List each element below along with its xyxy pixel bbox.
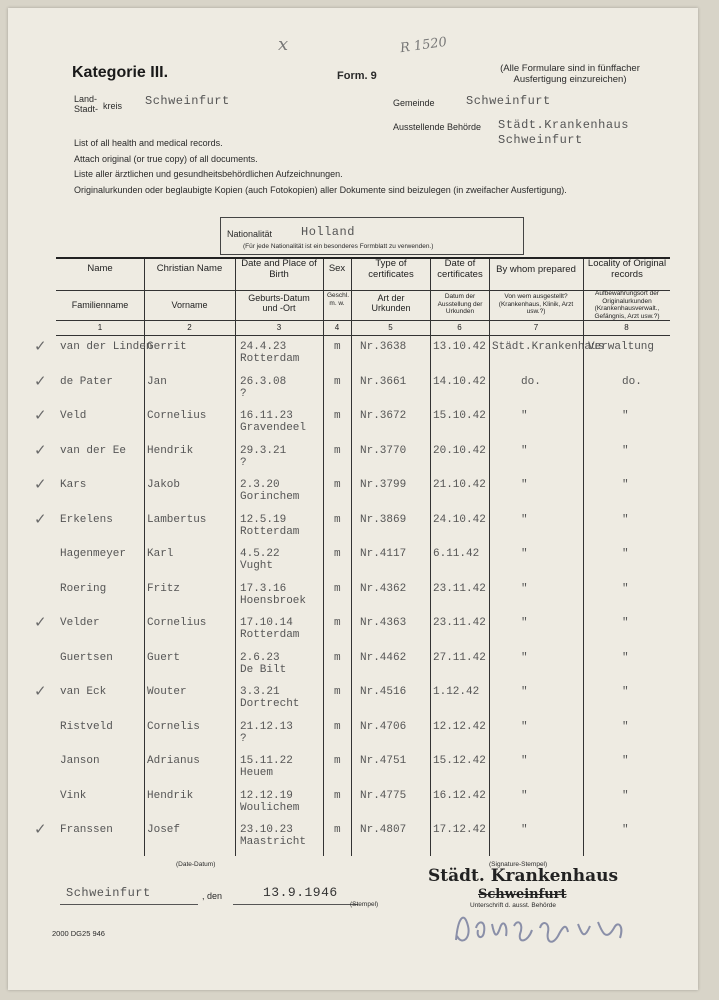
col-number: 1: [97, 323, 103, 332]
cell-sex: m: [334, 514, 341, 526]
cell-loc: ": [622, 548, 629, 560]
col-header-de: Von wem ausgestellt? (Krankenhaus, Klinik, Arzt usw.?): [498, 293, 574, 315]
cell-loc: ": [622, 824, 629, 836]
column-divider: [430, 259, 431, 856]
cell-date: 15.10.42: [433, 410, 486, 422]
cell-date: 23.11.42: [433, 583, 486, 595]
document-page: [8, 8, 698, 990]
cell-date: 1.12.42: [433, 686, 480, 698]
cell-loc: ": [622, 410, 629, 422]
date-underline: [233, 904, 358, 905]
cell-date: 17.12.42: [433, 824, 486, 836]
cell-sex: m: [334, 790, 341, 802]
check-mark: ✓: [34, 682, 47, 700]
behoerde-value-line-2: Schweinfurt: [498, 133, 583, 147]
cell-date: 21.10.42: [433, 479, 486, 491]
cell-by: ": [521, 721, 528, 733]
cell-place: Vught: [240, 560, 274, 572]
cell-cert: Nr.4706: [360, 721, 407, 733]
formulare-note-line-2: Ausfertigung einzureichen): [513, 74, 627, 85]
cell-date: 24.10.42: [433, 514, 486, 526]
cell-cert: Nr.3672: [360, 410, 407, 422]
kreis-label: kreis: [103, 101, 123, 111]
cell-cert: Nr.4775: [360, 790, 407, 802]
cell-date: 13.10.42: [433, 341, 486, 353]
cell-first: Cornelis: [147, 721, 200, 733]
col-header-de: Aufbewahrungsort der Originalurkunden (Krankenhausverwalt., Gefängnis, Arzt usw.?): [594, 290, 660, 320]
check-mark: ✓: [34, 441, 47, 459]
cell-name: Roering: [60, 583, 107, 595]
cell-name: van der Ee: [60, 445, 127, 457]
cell-dob: 4.5.22: [240, 548, 280, 560]
col-header-en: Christian Name: [156, 263, 223, 274]
col-number: 6: [457, 323, 462, 332]
instruction-line: Liste aller ärztlichen und gesundheitsbehördlichen Aufzeichnungen.: [74, 169, 343, 179]
place-underline: [60, 904, 198, 905]
cell-by: ": [521, 790, 528, 802]
cell-date: 16.12.42: [433, 790, 486, 802]
check-mark: ✓: [34, 510, 47, 528]
cell-loc: ": [622, 755, 629, 767]
col-header-en: Date of certificates: [437, 258, 483, 280]
col-header-de: Art der Urkunden: [371, 293, 411, 313]
cell-loc: ": [622, 583, 629, 595]
check-mark: ✓: [34, 820, 47, 838]
column-divider: [489, 259, 490, 856]
cell-by: ": [521, 583, 528, 595]
cell-dob: 24.4.23: [240, 341, 287, 353]
cell-loc: ": [622, 514, 629, 526]
column-divider: [323, 259, 324, 856]
column-divider: [235, 259, 236, 856]
signature-label: (Signature-Stempel): [489, 861, 548, 868]
cell-date: 12.12.42: [433, 721, 486, 733]
cell-first: Lambertus: [147, 514, 207, 526]
cell-sex: m: [334, 410, 341, 422]
col-header-en: Type of certificates: [368, 258, 414, 280]
gemeinde-label: Gemeinde: [393, 98, 435, 108]
col-header-de: Vorname: [171, 300, 208, 310]
kategorie-title: Kategorie III.: [72, 64, 169, 81]
nationality-box: [220, 217, 524, 255]
cell-date: 27.11.42: [433, 652, 486, 664]
cell-cert: Nr.3869: [360, 514, 407, 526]
footer-place: Schweinfurt: [66, 886, 151, 900]
col-number: 2: [187, 323, 192, 332]
cell-name: Velder: [60, 617, 100, 629]
cell-name: Veld: [60, 410, 87, 422]
stadt-label: Stadt-: [74, 104, 99, 114]
cell-dob: 15.11.22: [240, 755, 293, 767]
unterschrift-label: Unterschrift d. ausst. Behörde: [470, 902, 556, 909]
cell-date: 6.11.42: [433, 548, 480, 560]
cell-first: Josef: [147, 824, 181, 836]
cell-place: Rotterdam: [240, 526, 300, 538]
formulare-note-line-1: (Alle Formulare sind in fünffacher: [500, 63, 640, 74]
cell-by: ": [521, 824, 528, 836]
col-header-de: Geschl. m. w.: [327, 292, 350, 307]
cell-name: Kars: [60, 479, 87, 491]
check-mark: ✓: [34, 406, 47, 424]
cell-first: Guert: [147, 652, 181, 664]
cell-place: ?: [240, 388, 247, 400]
cell-cert: Nr.3799: [360, 479, 407, 491]
cell-loc: ": [622, 721, 629, 733]
cell-name: Janson: [60, 755, 100, 767]
cell-cert: Nr.4117: [360, 548, 407, 560]
cell-place: Rotterdam: [240, 353, 300, 365]
cell-place: Maastricht: [240, 836, 307, 848]
behoerde-value-line-1: Städt.Krankenhaus: [498, 118, 629, 132]
cell-place: Gravendeel: [240, 422, 307, 434]
cell-first: Jakob: [147, 479, 181, 491]
cell-first: Jan: [147, 376, 167, 388]
col-number: 5: [388, 323, 393, 332]
cell-sex: m: [334, 445, 341, 457]
formulare-note: [470, 63, 670, 85]
cell-loc: ": [622, 479, 629, 491]
cell-sex: m: [334, 824, 341, 836]
col-number: 3: [276, 323, 282, 332]
cell-by: ": [521, 445, 528, 457]
col-number: 8: [624, 323, 629, 332]
cell-first: Cornelius: [147, 617, 207, 629]
cell-place: Woulichem: [240, 802, 300, 814]
cell-by: ": [521, 548, 528, 560]
instruction-line: List of all health and medical records.: [74, 138, 223, 148]
cell-sex: m: [334, 617, 341, 629]
cell-first: Fritz: [147, 583, 181, 595]
cell-loc: ": [622, 652, 629, 664]
cell-first: Hendrik: [147, 790, 194, 802]
handwritten-note: R 1520: [399, 34, 448, 57]
land-label: Land-: [74, 94, 98, 104]
cell-sex: m: [334, 755, 341, 767]
cell-by: ": [521, 755, 528, 767]
instruction-line: Attach original (or true copy) of all documents.: [74, 153, 258, 164]
cross-mark: x: [278, 34, 289, 55]
cell-dob: 29.3.21: [240, 445, 287, 457]
stempel-label: (Stempel): [350, 901, 379, 908]
cell-place: Rotterdam: [240, 629, 300, 641]
cell-cert: Nr.3661: [360, 376, 407, 388]
cell-place: Heuem: [240, 767, 274, 779]
cell-dob: 16.11.23: [240, 410, 293, 422]
form-number: Form. 9: [337, 70, 377, 82]
cell-by: ": [521, 479, 528, 491]
cell-first: Cornelius: [147, 410, 207, 422]
cell-date: 14.10.42: [433, 376, 486, 388]
cell-cert: Nr.4751: [360, 755, 407, 767]
cell-cert: Nr.4462: [360, 652, 407, 664]
cell-first: Karl: [147, 548, 174, 560]
nationality-value: Holland: [301, 225, 355, 239]
land-stadt-label: [74, 94, 98, 114]
header-divider: [56, 320, 670, 321]
cell-sex: m: [334, 721, 341, 733]
cell-name: Franssen: [60, 824, 113, 836]
cell-dob: 26.3.08: [240, 376, 287, 388]
cell-loc: ": [622, 790, 629, 802]
footer-date: 13.9.1946: [263, 885, 338, 900]
cell-first: Hendrik: [147, 445, 194, 457]
col-header-en: Sex: [328, 263, 346, 274]
cell-first: Wouter: [147, 686, 187, 698]
cell-sex: m: [334, 376, 341, 388]
cell-sex: m: [334, 548, 341, 560]
col-header-en: Name: [87, 263, 113, 274]
nationality-note: (Für jede Nationalität ist ein besonderes Formblatt zu verwenden.): [243, 243, 434, 250]
cell-dob: 12.12.19: [240, 790, 293, 802]
cell-sex: m: [334, 341, 341, 353]
cell-name: Vink: [60, 790, 87, 802]
cell-by: ": [521, 686, 528, 698]
cell-sex: m: [334, 652, 341, 664]
check-mark: ✓: [34, 613, 47, 631]
cell-name: Erkelens: [60, 514, 113, 526]
cell-name: Ristveld: [60, 721, 113, 733]
col-header-en: Date and Place of Birth: [241, 258, 317, 280]
cell-dob: 3.3.21: [240, 686, 280, 698]
cell-date: 15.12.42: [433, 755, 486, 767]
cell-by: Städt.Krankenhaus: [492, 341, 605, 353]
cell-first: Gerrit: [147, 341, 187, 353]
check-mark: ✓: [34, 372, 47, 390]
cell-by: ": [521, 410, 528, 422]
cell-date: 20.10.42: [433, 445, 486, 457]
check-mark: ✓: [34, 337, 47, 355]
cell-sex: m: [334, 686, 341, 698]
header-divider: [56, 290, 670, 291]
cell-name: Hagenmeyer: [60, 548, 127, 560]
check-mark: ✓: [34, 475, 47, 493]
cell-cert: Nr.3638: [360, 341, 407, 353]
cell-place: ?: [240, 457, 247, 469]
cell-by: ": [521, 652, 528, 664]
kreis-value: Schweinfurt: [145, 94, 230, 108]
cell-dob: 2.3.20: [240, 479, 280, 491]
col-header-de: Geburts-Datum und -Ort: [248, 293, 310, 313]
instruction-line: Originalurkunden oder beglaubigte Kopien (auch Fotokopien) aller Dokumente sind beizulegen (in zweifacher Ausfertigung).: [74, 184, 567, 195]
cell-dob: 2.6.23: [240, 652, 280, 664]
cell-dob: 17.3.16: [240, 583, 287, 595]
nationality-label: Nationalität: [227, 229, 273, 239]
handwritten-signature: [448, 898, 648, 957]
cell-cert: Nr.4362: [360, 583, 407, 595]
cell-cert: Nr.4807: [360, 824, 407, 836]
cell-name: van Eck: [60, 686, 107, 698]
cell-name: van der Linden: [60, 341, 153, 353]
cell-by: do.: [521, 376, 541, 388]
cell-place: ?: [240, 733, 247, 745]
cell-by: ": [521, 617, 528, 629]
hospital-stamp: [428, 866, 618, 886]
behoerde-label: Ausstellende Behörde: [393, 122, 482, 132]
stamp-line-2: Schweinfurt: [478, 887, 567, 902]
cell-cert: Nr.3770: [360, 445, 407, 457]
cell-place: Hoensbroek: [240, 595, 307, 607]
print-code: 2000 DG25 946: [52, 929, 105, 938]
cell-place: Gorinchem: [240, 491, 300, 503]
instructions: [74, 136, 567, 198]
cell-dob: 17.10.14: [240, 617, 293, 629]
cell-sex: m: [334, 479, 341, 491]
cell-sex: m: [334, 583, 341, 595]
cell-loc: ": [622, 445, 629, 457]
cell-loc: Verwaltung: [588, 341, 655, 353]
cell-loc: ": [622, 686, 629, 698]
cell-loc: do.: [622, 376, 642, 388]
cell-loc: ": [622, 617, 629, 629]
cell-place: Dortrecht: [240, 698, 300, 710]
gemeinde-value: Schweinfurt: [466, 94, 551, 108]
cell-dob: 12.5.19: [240, 514, 287, 526]
cell-first: Adrianus: [147, 755, 200, 767]
header-bottom-rule: [56, 335, 670, 336]
footer-den: , den: [202, 891, 223, 901]
date-label: (Date-Datum): [176, 861, 216, 868]
col-number: 4: [334, 323, 340, 332]
cell-cert: Nr.4363: [360, 617, 407, 629]
cell-cert: Nr.4516: [360, 686, 407, 698]
cell-dob: 21.12.13: [240, 721, 293, 733]
cell-name: de Pater: [60, 376, 113, 388]
cell-by: ": [521, 514, 528, 526]
cell-name: Guertsen: [60, 652, 113, 664]
col-header-de: Datum der Ausstellung der Urkunden: [437, 293, 483, 315]
col-header-en: Locality of Original records: [587, 258, 667, 280]
col-header-de: Familienname: [71, 300, 129, 310]
cell-place: De Bilt: [240, 664, 287, 676]
cell-date: 23.11.42: [433, 617, 486, 629]
cell-dob: 23.10.23: [240, 824, 293, 836]
col-number: 7: [533, 323, 539, 332]
stamp-line-1: Städt. Krankenhaus: [428, 866, 619, 886]
col-header-en: By whom prepared: [496, 264, 576, 275]
column-divider: [351, 259, 352, 856]
